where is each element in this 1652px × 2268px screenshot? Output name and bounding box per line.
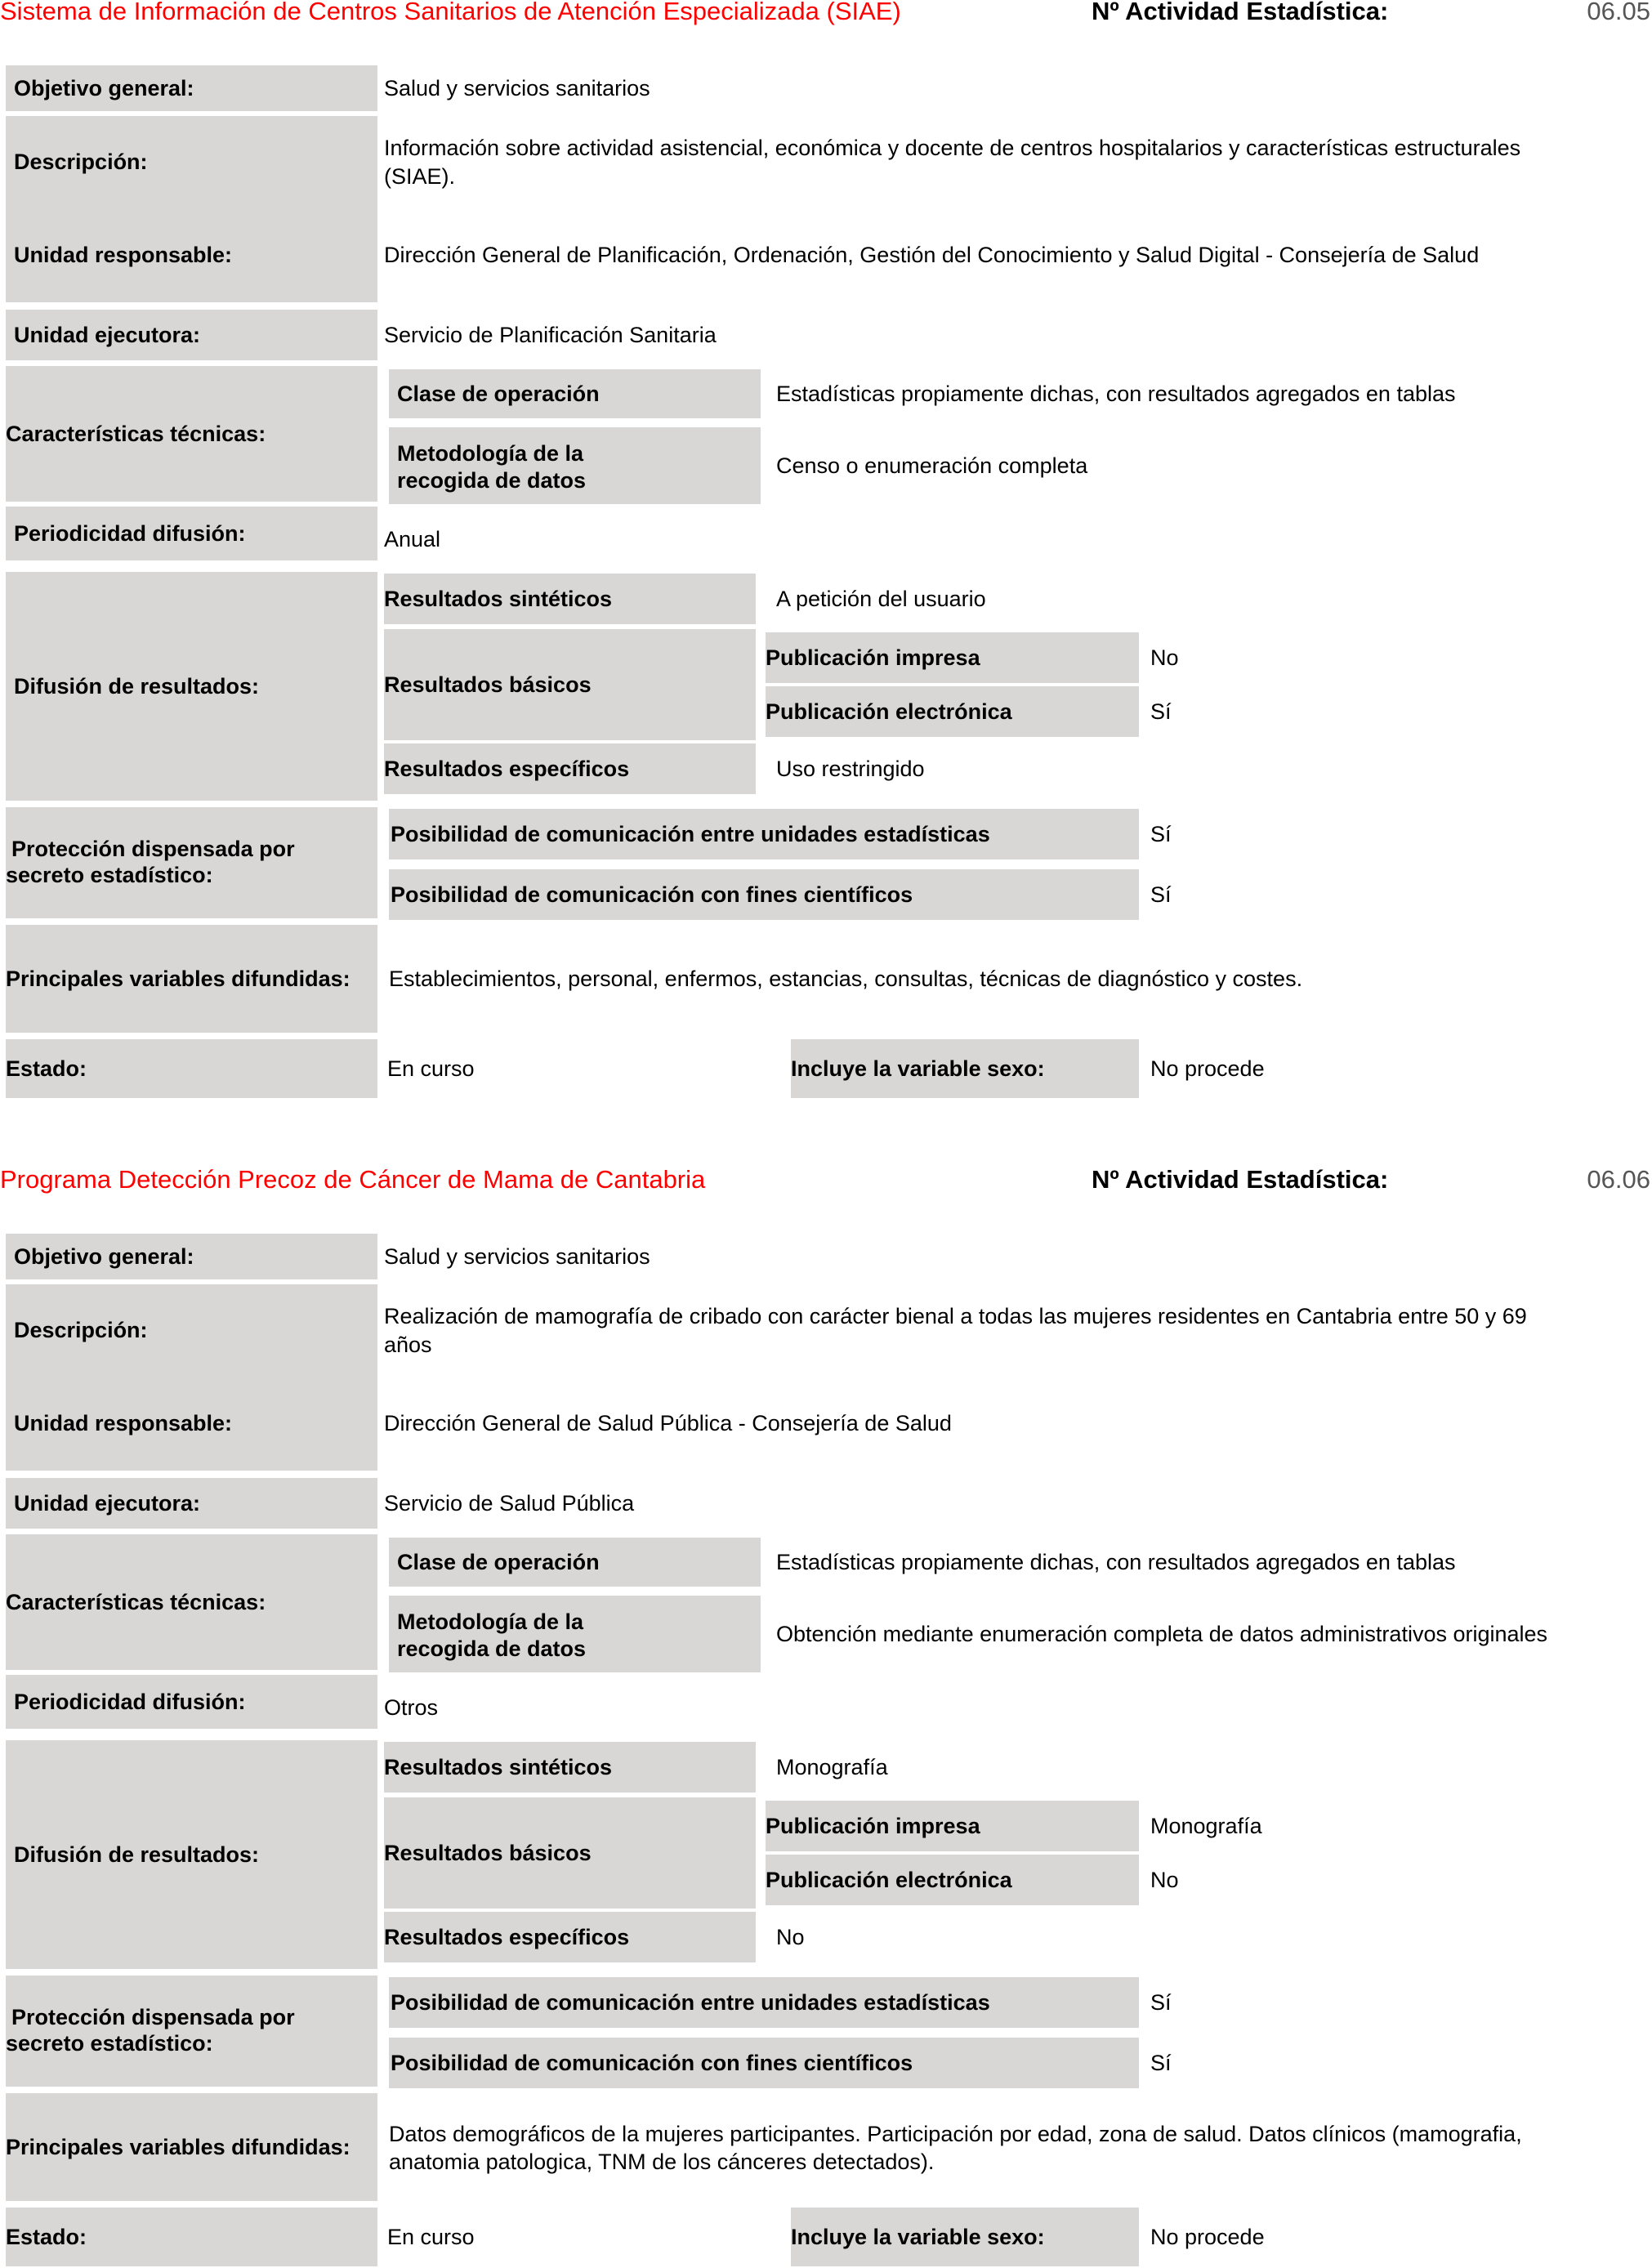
electronica-label: Publicación electrónica: [766, 1855, 1139, 1905]
activity-number-label: Nº Actividad Estadística:: [1092, 1165, 1389, 1194]
periodicidad-value: Anual: [384, 527, 441, 551]
variables-label: Principales variables difundidas:: [6, 925, 377, 1033]
responsable-value: Dirección General de Planificación, Ordenación, Gestión del Conocimiento y Salud Digital - Consejería de Salud: [384, 243, 1480, 267]
variables-value-line2: anatomia patologica, TNM de los cánceres detectados).: [389, 2150, 935, 2174]
clase-label: Clase de operación: [389, 369, 761, 418]
activity-number: 06.05: [1587, 0, 1650, 25]
sexo-value: No procede: [1150, 2225, 1265, 2249]
com-cientificos-value: Sí: [1150, 882, 1172, 907]
proteccion-label-line2: secreto estadístico:: [6, 863, 213, 887]
descripcion-label: Descripción:: [14, 1318, 148, 1342]
ejecutora-label: Unidad ejecutora:: [6, 310, 377, 360]
metodologia-value: Censo o enumeración completa: [776, 453, 1088, 478]
estado-label: Estado:: [6, 2208, 377, 2266]
metodologia-label-line2: recogida de datos: [397, 468, 587, 493]
descripcion-value-line2: (SIAE).: [384, 164, 456, 189]
sinteticos-value: Monografía: [776, 1755, 888, 1779]
sexo-value: No procede: [1150, 1056, 1265, 1081]
activity-number-label: Nº Actividad Estadística:: [1092, 0, 1389, 25]
metodologia-label-line2: recogida de datos: [397, 1636, 587, 1661]
basicos-label: Resultados básicos: [384, 629, 756, 740]
clase-label: Clase de operación: [389, 1538, 761, 1587]
especificos-value: No: [776, 1925, 805, 1949]
basicos-label: Resultados básicos: [384, 1797, 756, 1909]
com-cientificos-label: Posibilidad de comunicación con fines científicos: [389, 869, 1139, 920]
periodicidad-label: Periodicidad difusión:: [6, 507, 377, 560]
section-title: Programa Detección Precoz de Cáncer de Mama de Cantabria: [0, 1165, 706, 1194]
sexo-label: Incluye la variable sexo:: [791, 2208, 1139, 2266]
periodicidad-label: Periodicidad difusión:: [6, 1675, 377, 1729]
metodologia-value: Obtención mediante enumeración completa de datos administrativos originales: [776, 1622, 1548, 1646]
electronica-value: Sí: [1150, 699, 1172, 724]
descripcion-label: Descripción:: [14, 150, 148, 174]
com-unidades-label: Posibilidad de comunicación entre unidades estadísticas: [389, 809, 1139, 859]
especificos-label: Resultados específicos: [384, 743, 756, 794]
impresa-label: Publicación impresa: [766, 1801, 1139, 1851]
impresa-value: No: [1150, 645, 1179, 670]
objetivo-label: Objetivo general:: [6, 65, 377, 111]
especificos-value: Uso restringido: [776, 757, 925, 781]
sinteticos-label: Resultados sintéticos: [384, 574, 756, 624]
proteccion-label-line1: Protección dispensada por: [11, 837, 295, 861]
section-title: Sistema de Información de Centros Sanitarios de Atención Especializada (SIAE): [0, 0, 901, 25]
section-1: [0, 0, 1652, 1103]
estado-value: En curso: [387, 1056, 475, 1081]
proteccion-label-line1: Protección dispensada por: [11, 2005, 295, 2029]
electronica-label: Publicación electrónica: [766, 686, 1139, 737]
difusion-label: Difusión de resultados:: [6, 1740, 377, 1969]
clase-value: Estadísticas propiamente dichas, con resultados agregados en tablas: [776, 382, 1456, 406]
estado-value: En curso: [387, 2225, 475, 2249]
com-cientificos-label: Posibilidad de comunicación con fines científicos: [389, 2038, 1139, 2088]
com-cientificos-value: Sí: [1150, 2051, 1172, 2075]
proteccion-label-line2: secreto estadístico:: [6, 2031, 213, 2056]
variables-value-line1: Establecimientos, personal, enfermos, estancias, consultas, técnicas de diagnóstico y costes.: [389, 967, 1303, 991]
ejecutora-value: Servicio de Planificación Sanitaria: [384, 323, 717, 347]
section-2: [0, 1165, 1652, 2268]
periodicidad-value: Otros: [384, 1695, 439, 1720]
caracteristicas-label: Características técnicas:: [6, 1534, 377, 1670]
objetivo-value: Salud y servicios sanitarios: [384, 1244, 650, 1269]
objetivo-label: Objetivo general:: [6, 1234, 377, 1279]
estado-label: Estado:: [6, 1039, 377, 1098]
ejecutora-label: Unidad ejecutora:: [6, 1478, 377, 1529]
variables-label: Principales variables difundidas:: [6, 2093, 377, 2201]
especificos-label: Resultados específicos: [384, 1912, 756, 1962]
variables-value-line1: Datos demográficos de la mujeres participantes. Participación por edad, zona de salud. Datos clínicos (mamografia,: [389, 2122, 1522, 2146]
impresa-value: Monografía: [1150, 1814, 1262, 1838]
activity-number: 06.06: [1587, 1165, 1650, 1194]
sexo-label: Incluye la variable sexo:: [791, 1039, 1139, 1098]
metodologia-label-line1: Metodología de la: [397, 441, 584, 466]
metodologia-label-line1: Metodología de la: [397, 1609, 584, 1634]
com-unidades-value: Sí: [1150, 822, 1172, 846]
difusion-label: Difusión de resultados:: [6, 572, 377, 801]
sinteticos-value: A petición del usuario: [776, 587, 986, 611]
descripcion-value-line1: Realización de mamografía de cribado con carácter bienal a todas las mujeres residentes en Cantabria entre 50 y 69: [384, 1304, 1527, 1328]
electronica-value: No: [1150, 1868, 1179, 1892]
com-unidades-value: Sí: [1150, 1990, 1172, 2015]
responsable-label: Unidad responsable:: [14, 243, 233, 267]
com-unidades-label: Posibilidad de comunicación entre unidades estadísticas: [389, 1977, 1139, 2028]
sinteticos-label: Resultados sintéticos: [384, 1742, 756, 1793]
impresa-label: Publicación impresa: [766, 632, 1139, 683]
responsable-label: Unidad responsable:: [14, 1411, 233, 1435]
clase-value: Estadísticas propiamente dichas, con resultados agregados en tablas: [776, 1550, 1456, 1574]
descripcion-value-line2: años: [384, 1333, 432, 1357]
objetivo-value: Salud y servicios sanitarios: [384, 76, 650, 100]
caracteristicas-label: Características técnicas:: [6, 366, 377, 502]
ejecutora-value: Servicio de Salud Pública: [384, 1491, 635, 1516]
descripcion-value-line1: Información sobre actividad asistencial, económica y docente de centros hospitalarios y características estructurales: [384, 136, 1521, 160]
responsable-value: Dirección General de Salud Pública - Consejería de Salud: [384, 1411, 952, 1435]
